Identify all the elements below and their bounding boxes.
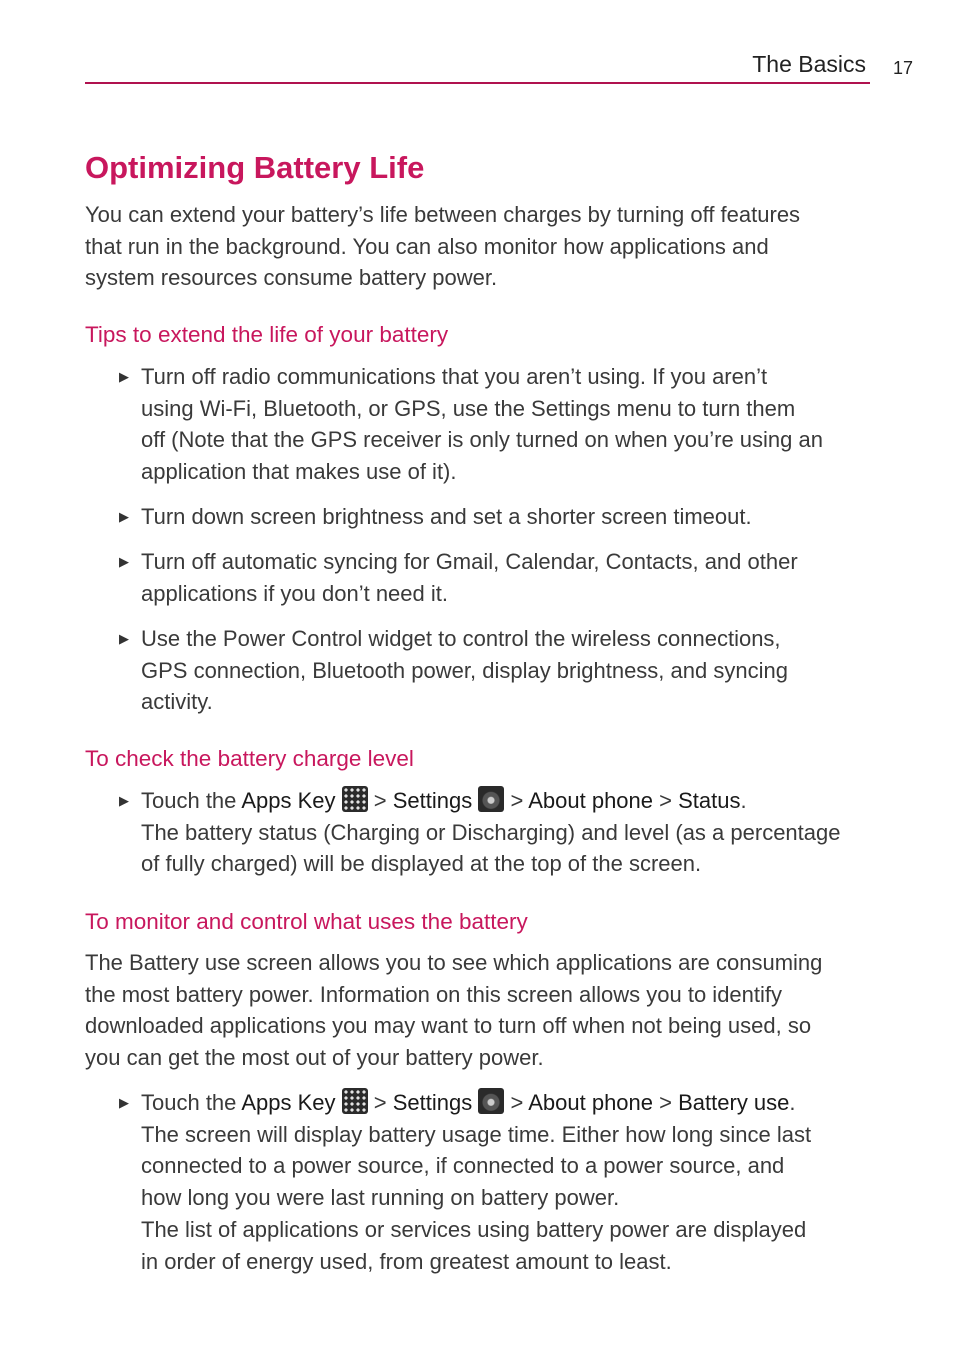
- tip-bullet: [119, 623, 879, 718]
- monitor-instruction: [141, 1087, 879, 1119]
- arrow-bullet-icon: ▶: [119, 793, 129, 808]
- tip-line: off (Note that the GPS receiver is only turned on when you’re using an: [141, 427, 823, 453]
- period: .: [789, 1090, 796, 1115]
- arrow-bullet-icon: ▶: [119, 554, 129, 569]
- touch-prefix: Touch the: [141, 1090, 237, 1115]
- monitor-line: you can get the most out of your battery power.: [85, 1045, 544, 1071]
- arrow-bullet-icon: ▶: [119, 509, 129, 524]
- monitor-desc-line: The screen will display battery usage time. Either how long since last: [141, 1121, 812, 1147]
- monitor-desc-line: how long you were last running on battery power.: [141, 1185, 620, 1211]
- tip-bullet: [119, 501, 879, 533]
- tip-line: Turn off radio communications that you aren’t using. If you aren’t: [141, 364, 768, 389]
- intro-paragraph: [85, 199, 885, 294]
- touch-prefix: Touch the: [141, 788, 237, 813]
- about-phone-label: About phone: [528, 1090, 654, 1115]
- path-separator: >: [659, 1090, 672, 1115]
- path-separator: >: [510, 788, 524, 813]
- tip-line: GPS connection, Bluetooth power, display brightness, and syncing: [141, 657, 788, 683]
- monitor-line: The Battery use screen allows you to see which applications are consuming: [85, 950, 823, 975]
- monitor-line: downloaded applications you may want to turn off when not being used, so: [85, 1013, 812, 1039]
- tip-bullet: [119, 546, 879, 609]
- check-desc-line: The battery status (Charging or Discharging) and level (as a percentage: [141, 819, 841, 845]
- monitor-paragraph: [85, 947, 885, 1074]
- tip-line: Turn down screen brightness and set a shorter screen timeout.: [141, 504, 752, 529]
- arrow-bullet-icon: ▶: [119, 1095, 129, 1110]
- check-step: [119, 785, 879, 880]
- apps-key-icon: [342, 1088, 368, 1114]
- monitor-desc-line: The list of applications or services using battery power are displayed: [141, 1216, 807, 1242]
- page-title: Optimizing Battery Life: [85, 150, 425, 185]
- path-separator: >: [659, 788, 672, 813]
- check-desc-line: of fully charged) will be displayed at the top of the screen.: [141, 851, 702, 877]
- intro-line: system resources consume battery power.: [85, 265, 498, 291]
- path-separator: >: [510, 1090, 524, 1115]
- tip-line: Turn off automatic syncing for Gmail, Calendar, Contacts, and other: [141, 549, 798, 574]
- tips-heading: Tips to extend the life of your battery: [85, 322, 449, 347]
- tip-line: Use the Power Control widget to control the wireless connections,: [141, 626, 781, 651]
- monitor-desc-line: connected to a power source, if connected to a power source, and: [141, 1153, 785, 1179]
- settings-label: Settings: [392, 1090, 473, 1115]
- monitor-line: the most battery power. Information on this screen allows you to identify: [85, 981, 783, 1007]
- arrow-bullet-icon: ▶: [119, 369, 129, 384]
- section-name: The Basics: [752, 51, 866, 77]
- settings-label: Settings: [392, 788, 473, 813]
- monitor-step: [119, 1087, 879, 1277]
- settings-icon: [478, 786, 504, 812]
- intro-line: that run in the background. You can also monitor how applications and: [85, 233, 769, 259]
- path-separator: >: [373, 788, 387, 813]
- settings-icon: [478, 1088, 504, 1114]
- apps-key-icon: [342, 786, 368, 812]
- apps-key-label: Apps Key: [241, 788, 336, 813]
- about-phone-label: About phone: [528, 788, 654, 813]
- status-label: Status: [678, 788, 741, 813]
- check-heading: To check the battery charge level: [85, 746, 414, 771]
- intro-line: You can extend your battery’s life between charges by turning off features: [85, 202, 801, 227]
- battery-use-label: Battery use: [678, 1090, 790, 1115]
- tip-bullet: [119, 361, 879, 488]
- arrow-bullet-icon: ▶: [119, 631, 129, 646]
- apps-key-label: Apps Key: [241, 1090, 336, 1115]
- tip-line: activity.: [141, 689, 213, 715]
- path-separator: >: [373, 1090, 387, 1115]
- monitor-desc-line: in order of energy used, from greatest amount to least.: [141, 1248, 672, 1274]
- check-instruction: [141, 785, 879, 817]
- tip-line: using Wi-Fi, Bluetooth, or GPS, use the Settings menu to turn them: [141, 395, 796, 421]
- period: .: [740, 788, 747, 813]
- monitor-heading: To monitor and control what uses the battery: [85, 909, 528, 934]
- page-header: [85, 50, 870, 84]
- tip-line: applications if you don’t need it.: [141, 580, 448, 606]
- page-number: 17: [893, 58, 914, 78]
- tip-line: application that makes use of it).: [141, 459, 457, 485]
